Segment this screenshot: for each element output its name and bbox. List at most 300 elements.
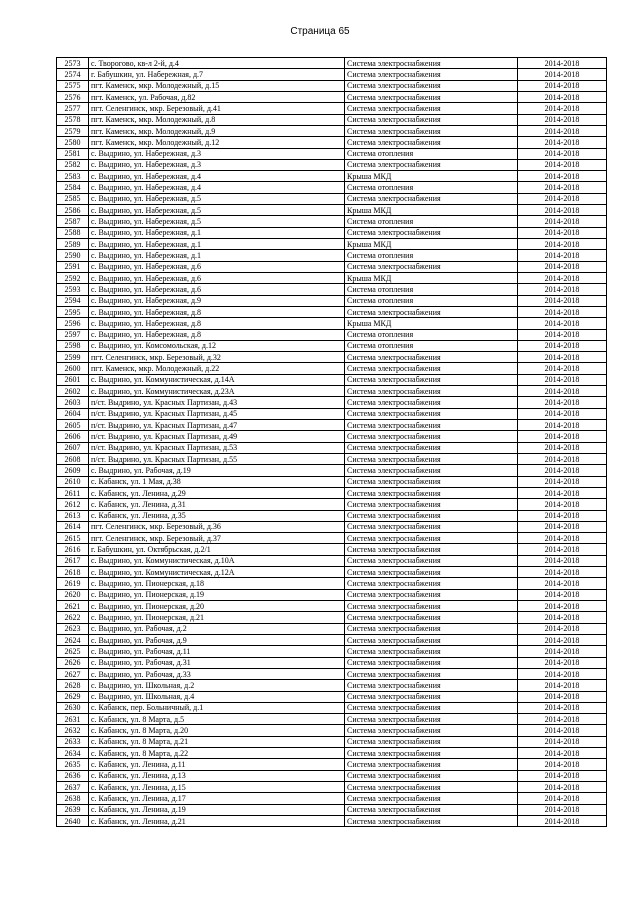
period-cell: 2014-2018 (518, 408, 607, 419)
period-cell: 2014-2018 (518, 125, 607, 136)
period-cell: 2014-2018 (518, 804, 607, 815)
table-row (57, 306, 607, 317)
row-number: 2618 (57, 567, 89, 578)
address-cell: с. Выдрино, ул. Школьная, д.4 (89, 691, 345, 702)
table-row (57, 340, 607, 351)
row-number: 2574 (57, 69, 89, 80)
period-cell: 2014-2018 (518, 171, 607, 182)
row-number: 2593 (57, 284, 89, 295)
row-number: 2640 (57, 815, 89, 826)
row-number: 2604 (57, 408, 89, 419)
system-type-cell: Система электроснабжения (345, 521, 518, 532)
row-number: 2629 (57, 691, 89, 702)
period-cell: 2014-2018 (518, 646, 607, 657)
row-number: 2577 (57, 103, 89, 114)
row-number: 2575 (57, 80, 89, 91)
period-cell: 2014-2018 (518, 578, 607, 589)
address-cell: г. Бабушкин, ул. Октябрьская, д.2/1 (89, 544, 345, 555)
address-cell: с. Кабанск, ул. Ленина, д.29 (89, 487, 345, 498)
row-number: 2597 (57, 329, 89, 340)
system-type-cell: Система отопления (345, 340, 518, 351)
address-cell: с. Выдрино, ул. Рабочая, д.33 (89, 668, 345, 679)
table-row (57, 748, 607, 759)
row-number: 2602 (57, 386, 89, 397)
period-cell: 2014-2018 (518, 306, 607, 317)
system-type-cell: Система электроснабжения (345, 533, 518, 544)
system-type-cell: Система отопления (345, 182, 518, 193)
address-cell: пгт. Селенгинск, мкр. Березовый, д.41 (89, 103, 345, 114)
row-number: 2605 (57, 420, 89, 431)
period-cell: 2014-2018 (518, 227, 607, 238)
address-cell: с. Выдрино, ул. Рабочая, д.2 (89, 623, 345, 634)
address-cell: пгт. Селенгинск, мкр. Березовый, д.36 (89, 521, 345, 532)
period-cell: 2014-2018 (518, 544, 607, 555)
table-row (57, 137, 607, 148)
system-type-cell: Система электроснабжения (345, 578, 518, 589)
row-number: 2612 (57, 499, 89, 510)
period-cell: 2014-2018 (518, 239, 607, 250)
table-row (57, 476, 607, 487)
row-number: 2590 (57, 250, 89, 261)
period-cell: 2014-2018 (518, 793, 607, 804)
system-type-cell: Система электроснабжения (345, 374, 518, 385)
table-row (57, 250, 607, 261)
system-type-cell: Система электроснабжения (345, 363, 518, 374)
table-row (57, 205, 607, 216)
period-cell: 2014-2018 (518, 216, 607, 227)
system-type-cell: Система электроснабжения (345, 431, 518, 442)
address-cell: пгт. Каменск, мкр. Молодежный, д.12 (89, 137, 345, 148)
table-row (57, 759, 607, 770)
address-cell: пгт. Селенгинск, мкр. Березовый, д.37 (89, 533, 345, 544)
period-cell: 2014-2018 (518, 567, 607, 578)
table-row (57, 431, 607, 442)
address-cell: с. Кабанск, ул. Ленина, д.35 (89, 510, 345, 521)
period-cell: 2014-2018 (518, 420, 607, 431)
table-row (57, 736, 607, 747)
table-row (57, 782, 607, 793)
row-number: 2638 (57, 793, 89, 804)
address-cell: с. Выдрино, ул. Набережная, д.1 (89, 227, 345, 238)
table-row (57, 239, 607, 250)
address-cell: с. Выдрино, ул. Набережная, д.9 (89, 295, 345, 306)
system-type-cell: Крыша МКД (345, 239, 518, 250)
system-type-cell: Система электроснабжения (345, 453, 518, 464)
address-cell: с. Творогово, кв-л 2-й, д.4 (89, 58, 345, 69)
address-cell: с. Выдрино, ул. Коммунистическая, д.10А (89, 555, 345, 566)
address-cell: с. Выдрино, ул. Пионерская, д.19 (89, 589, 345, 600)
period-cell: 2014-2018 (518, 668, 607, 679)
period-cell: 2014-2018 (518, 431, 607, 442)
table-row (57, 408, 607, 419)
table-row (57, 329, 607, 340)
table-row (57, 374, 607, 385)
table-row (57, 58, 607, 69)
address-cell: с. Кабанск, ул. 8 Марта, д.5 (89, 714, 345, 725)
address-cell: с. Выдрино, ул. Набережная, д.4 (89, 182, 345, 193)
address-cell: с. Кабанск, ул. Ленина, д.11 (89, 759, 345, 770)
system-type-cell: Система электроснабжения (345, 420, 518, 431)
system-type-cell: Система электроснабжения (345, 193, 518, 204)
address-cell: с. Выдрино, ул. Набережная, д.1 (89, 250, 345, 261)
table-row (57, 487, 607, 498)
system-type-cell: Система электроснабжения (345, 601, 518, 612)
address-cell: с. Кабанск, пер. Больничный, д.1 (89, 702, 345, 713)
address-cell: с. Кабанск, ул. Ленина, д.19 (89, 804, 345, 815)
address-cell: п/ст. Выдрино, ул. Красных Партизан, д.49 (89, 431, 345, 442)
system-type-cell: Система электроснабжения (345, 544, 518, 555)
period-cell: 2014-2018 (518, 58, 607, 69)
table-row (57, 171, 607, 182)
row-number: 2585 (57, 193, 89, 204)
table-row (57, 193, 607, 204)
table-row (57, 533, 607, 544)
row-number: 2613 (57, 510, 89, 521)
system-type-cell: Система отопления (345, 148, 518, 159)
address-cell: с. Кабанск, ул. 8 Марта, д.20 (89, 725, 345, 736)
row-number: 2632 (57, 725, 89, 736)
system-type-cell: Система электроснабжения (345, 770, 518, 781)
row-number: 2611 (57, 487, 89, 498)
table-row (57, 272, 607, 283)
table-row (57, 691, 607, 702)
period-cell: 2014-2018 (518, 657, 607, 668)
table-row (57, 114, 607, 125)
row-number: 2576 (57, 91, 89, 102)
system-type-cell: Система отопления (345, 329, 518, 340)
address-cell: с. Выдрино, ул. Рабочая, д.11 (89, 646, 345, 657)
system-type-cell: Система электроснабжения (345, 103, 518, 114)
table-row (57, 363, 607, 374)
row-number: 2582 (57, 159, 89, 170)
system-type-cell: Система электроснабжения (345, 612, 518, 623)
system-type-cell: Система электроснабжения (345, 91, 518, 102)
system-type-cell: Система электроснабжения (345, 510, 518, 521)
system-type-cell: Система электроснабжения (345, 634, 518, 645)
period-cell: 2014-2018 (518, 295, 607, 306)
period-cell: 2014-2018 (518, 137, 607, 148)
table-row (57, 578, 607, 589)
system-type-cell: Система электроснабжения (345, 125, 518, 136)
row-number: 2608 (57, 453, 89, 464)
system-type-cell: Система отопления (345, 284, 518, 295)
period-cell: 2014-2018 (518, 634, 607, 645)
address-cell: с. Выдрино, ул. Набережная, д.3 (89, 148, 345, 159)
period-cell: 2014-2018 (518, 623, 607, 634)
system-type-cell: Система электроснабжения (345, 114, 518, 125)
row-number: 2594 (57, 295, 89, 306)
period-cell: 2014-2018 (518, 815, 607, 826)
row-number: 2628 (57, 680, 89, 691)
table-row (57, 352, 607, 363)
address-cell: пгт. Каменск, ул. Рабочая, д.82 (89, 91, 345, 102)
table-row (57, 397, 607, 408)
table-row (57, 567, 607, 578)
row-number: 2583 (57, 171, 89, 182)
address-cell: п/ст. Выдрино, ул. Красных Партизан, д.45 (89, 408, 345, 419)
address-cell: с. Выдрино, ул. Коммунистическая, д.23А (89, 386, 345, 397)
row-number: 2610 (57, 476, 89, 487)
table-row (57, 634, 607, 645)
period-cell: 2014-2018 (518, 759, 607, 770)
row-number: 2599 (57, 352, 89, 363)
row-number: 2617 (57, 555, 89, 566)
table-row (57, 770, 607, 781)
row-number: 2609 (57, 465, 89, 476)
system-type-cell: Система электроснабжения (345, 748, 518, 759)
table-row (57, 386, 607, 397)
table-row (57, 589, 607, 600)
address-cell: пгт. Селенгинск, мкр. Березовый, д.32 (89, 352, 345, 363)
row-number: 2592 (57, 272, 89, 283)
system-type-cell: Система электроснабжения (345, 691, 518, 702)
address-cell: с. Выдрино, ул. Набережная, д.1 (89, 239, 345, 250)
system-type-cell: Система электроснабжения (345, 680, 518, 691)
period-cell: 2014-2018 (518, 782, 607, 793)
row-number: 2619 (57, 578, 89, 589)
system-type-cell: Система электроснабжения (345, 465, 518, 476)
row-number: 2580 (57, 137, 89, 148)
system-type-cell: Система электроснабжения (345, 487, 518, 498)
table-row (57, 103, 607, 114)
address-cell: с. Выдрино, ул. Набережная, д.6 (89, 284, 345, 295)
row-number: 2626 (57, 657, 89, 668)
address-cell: п/ст. Выдрино, ул. Красных Партизан, д.53 (89, 442, 345, 453)
system-type-cell: Крыша МКД (345, 318, 518, 329)
system-type-cell: Система электроснабжения (345, 646, 518, 657)
row-number: 2634 (57, 748, 89, 759)
system-type-cell: Система электроснабжения (345, 567, 518, 578)
period-cell: 2014-2018 (518, 91, 607, 102)
period-cell: 2014-2018 (518, 465, 607, 476)
row-number: 2620 (57, 589, 89, 600)
system-type-cell: Система электроснабжения (345, 442, 518, 453)
system-type-cell: Система электроснабжения (345, 499, 518, 510)
address-cell: с. Кабанск, ул. Ленина, д.15 (89, 782, 345, 793)
address-cell: с. Кабанск, ул. 8 Марта, д.21 (89, 736, 345, 747)
table-row (57, 646, 607, 657)
system-type-cell: Система электроснабжения (345, 137, 518, 148)
address-cell: с. Выдрино, ул. Набережная, д.6 (89, 261, 345, 272)
system-type-cell: Система электроснабжения (345, 782, 518, 793)
table-row (57, 453, 607, 464)
table-row (57, 420, 607, 431)
table-row (57, 668, 607, 679)
row-number: 2598 (57, 340, 89, 351)
address-cell: с. Выдрино, ул. Комсомольская, д.12 (89, 340, 345, 351)
system-type-cell: Система электроснабжения (345, 476, 518, 487)
period-cell: 2014-2018 (518, 601, 607, 612)
row-number: 2622 (57, 612, 89, 623)
system-type-cell: Система электроснабжения (345, 714, 518, 725)
address-cell: пгт. Каменск, мкр. Молодежный, д.15 (89, 80, 345, 91)
table-row (57, 80, 607, 91)
row-number: 2579 (57, 125, 89, 136)
system-type-cell: Система электроснабжения (345, 725, 518, 736)
row-number: 2623 (57, 623, 89, 634)
period-cell: 2014-2018 (518, 453, 607, 464)
period-cell: 2014-2018 (518, 386, 607, 397)
period-cell: 2014-2018 (518, 205, 607, 216)
address-cell: с. Выдрино, ул. Набережная, д.8 (89, 318, 345, 329)
system-type-cell: Крыша МКД (345, 171, 518, 182)
table-row (57, 510, 607, 521)
row-number: 2625 (57, 646, 89, 657)
address-cell: с. Выдрино, ул. Набережная, д.4 (89, 171, 345, 182)
system-type-cell: Система отопления (345, 295, 518, 306)
period-cell: 2014-2018 (518, 261, 607, 272)
row-number: 2639 (57, 804, 89, 815)
table-row (57, 623, 607, 634)
period-cell: 2014-2018 (518, 510, 607, 521)
system-type-cell: Система электроснабжения (345, 306, 518, 317)
period-cell: 2014-2018 (518, 363, 607, 374)
period-cell: 2014-2018 (518, 193, 607, 204)
period-cell: 2014-2018 (518, 352, 607, 363)
period-cell: 2014-2018 (518, 476, 607, 487)
period-cell: 2014-2018 (518, 487, 607, 498)
page-number-header: Страница 65 (290, 26, 350, 37)
address-cell: пгт. Каменск, мкр. Молодежный, д.8 (89, 114, 345, 125)
period-cell: 2014-2018 (518, 499, 607, 510)
table-row (57, 261, 607, 272)
table-row (57, 91, 607, 102)
row-number: 2588 (57, 227, 89, 238)
address-cell: с. Кабанск, ул. 1 Мая, д.38 (89, 476, 345, 487)
address-cell: с. Выдрино, ул. Пионерская, д.18 (89, 578, 345, 589)
period-cell: 2014-2018 (518, 589, 607, 600)
period-cell: 2014-2018 (518, 284, 607, 295)
system-type-cell: Система электроснабжения (345, 80, 518, 91)
address-cell: с. Выдрино, ул. Рабочая, д.31 (89, 657, 345, 668)
period-cell: 2014-2018 (518, 272, 607, 283)
row-number: 2633 (57, 736, 89, 747)
system-type-cell: Система электроснабжения (345, 69, 518, 80)
row-number: 2615 (57, 533, 89, 544)
system-type-cell: Система электроснабжения (345, 397, 518, 408)
table-row (57, 680, 607, 691)
row-number: 2627 (57, 668, 89, 679)
system-type-cell: Система электроснабжения (345, 352, 518, 363)
row-number: 2581 (57, 148, 89, 159)
period-cell: 2014-2018 (518, 374, 607, 385)
system-type-cell: Система электроснабжения (345, 815, 518, 826)
row-number: 2584 (57, 182, 89, 193)
row-number: 2595 (57, 306, 89, 317)
row-number: 2578 (57, 114, 89, 125)
address-cell: пгт. Каменск, мкр. Молодежный, д.22 (89, 363, 345, 374)
address-cell: с. Выдрино, ул. Коммунистическая, д.14А (89, 374, 345, 385)
table-row (57, 555, 607, 566)
table-row (57, 793, 607, 804)
table-row (57, 442, 607, 453)
table-row (57, 815, 607, 826)
period-cell: 2014-2018 (518, 736, 607, 747)
address-cell: с. Выдрино, ул. Набережная, д.8 (89, 306, 345, 317)
address-cell: с. Выдрино, ул. Набережная, д.8 (89, 329, 345, 340)
system-type-cell: Система электроснабжения (345, 408, 518, 419)
registry-table-body (57, 58, 607, 827)
system-type-cell: Система электроснабжения (345, 555, 518, 566)
row-number: 2601 (57, 374, 89, 385)
period-cell: 2014-2018 (518, 69, 607, 80)
row-number: 2596 (57, 318, 89, 329)
row-number: 2573 (57, 58, 89, 69)
period-cell: 2014-2018 (518, 748, 607, 759)
row-number: 2600 (57, 363, 89, 374)
period-cell: 2014-2018 (518, 691, 607, 702)
address-cell: п/ст. Выдрино, ул. Красных Партизан, д.47 (89, 420, 345, 431)
row-number: 2631 (57, 714, 89, 725)
system-type-cell: Система электроснабжения (345, 793, 518, 804)
period-cell: 2014-2018 (518, 680, 607, 691)
address-cell: г. Бабушкин, ул. Набережная, д.7 (89, 69, 345, 80)
period-cell: 2014-2018 (518, 329, 607, 340)
address-cell: с. Выдрино, ул. Пионерская, д.21 (89, 612, 345, 623)
address-cell: с. Выдрино, ул. Рабочая, д.19 (89, 465, 345, 476)
table-row (57, 182, 607, 193)
system-type-cell: Система отопления (345, 250, 518, 261)
address-cell: с. Кабанск, ул. Ленина, д.13 (89, 770, 345, 781)
table-row (57, 295, 607, 306)
system-type-cell: Система электроснабжения (345, 589, 518, 600)
table-row (57, 227, 607, 238)
row-number: 2587 (57, 216, 89, 227)
period-cell: 2014-2018 (518, 148, 607, 159)
registry-table (56, 57, 607, 827)
system-type-cell: Крыша МКД (345, 272, 518, 283)
period-cell: 2014-2018 (518, 770, 607, 781)
period-cell: 2014-2018 (518, 318, 607, 329)
table-row (57, 148, 607, 159)
row-number: 2586 (57, 205, 89, 216)
table-row (57, 714, 607, 725)
period-cell: 2014-2018 (518, 725, 607, 736)
system-type-cell: Система электроснабжения (345, 58, 518, 69)
table-row (57, 657, 607, 668)
address-cell: с. Выдрино, ул. Коммунистическая, д.12А (89, 567, 345, 578)
table-row (57, 702, 607, 713)
row-number: 2591 (57, 261, 89, 272)
period-cell: 2014-2018 (518, 521, 607, 532)
table-row (57, 216, 607, 227)
address-cell: с. Выдрино, ул. Рабочая, д.9 (89, 634, 345, 645)
row-number: 2630 (57, 702, 89, 713)
system-type-cell: Система электроснабжения (345, 668, 518, 679)
system-type-cell: Система электроснабжения (345, 804, 518, 815)
system-type-cell: Система электроснабжения (345, 159, 518, 170)
row-number: 2624 (57, 634, 89, 645)
table-row (57, 612, 607, 623)
row-number: 2606 (57, 431, 89, 442)
address-cell: п/ст. Выдрино, ул. Красных Партизан, д.43 (89, 397, 345, 408)
system-type-cell: Крыша МКД (345, 205, 518, 216)
period-cell: 2014-2018 (518, 250, 607, 261)
row-number: 2607 (57, 442, 89, 453)
period-cell: 2014-2018 (518, 702, 607, 713)
address-cell: с. Выдрино, ул. Набережная, д.5 (89, 193, 345, 204)
period-cell: 2014-2018 (518, 533, 607, 544)
table-row (57, 318, 607, 329)
address-cell: с. Выдрино, ул. Школьная, д.2 (89, 680, 345, 691)
row-number: 2621 (57, 601, 89, 612)
period-cell: 2014-2018 (518, 80, 607, 91)
address-cell: с. Кабанск, ул. 8 Марта, д.22 (89, 748, 345, 759)
period-cell: 2014-2018 (518, 714, 607, 725)
address-cell: с. Кабанск, ул. Ленина, д.31 (89, 499, 345, 510)
period-cell: 2014-2018 (518, 159, 607, 170)
system-type-cell: Система электроснабжения (345, 702, 518, 713)
